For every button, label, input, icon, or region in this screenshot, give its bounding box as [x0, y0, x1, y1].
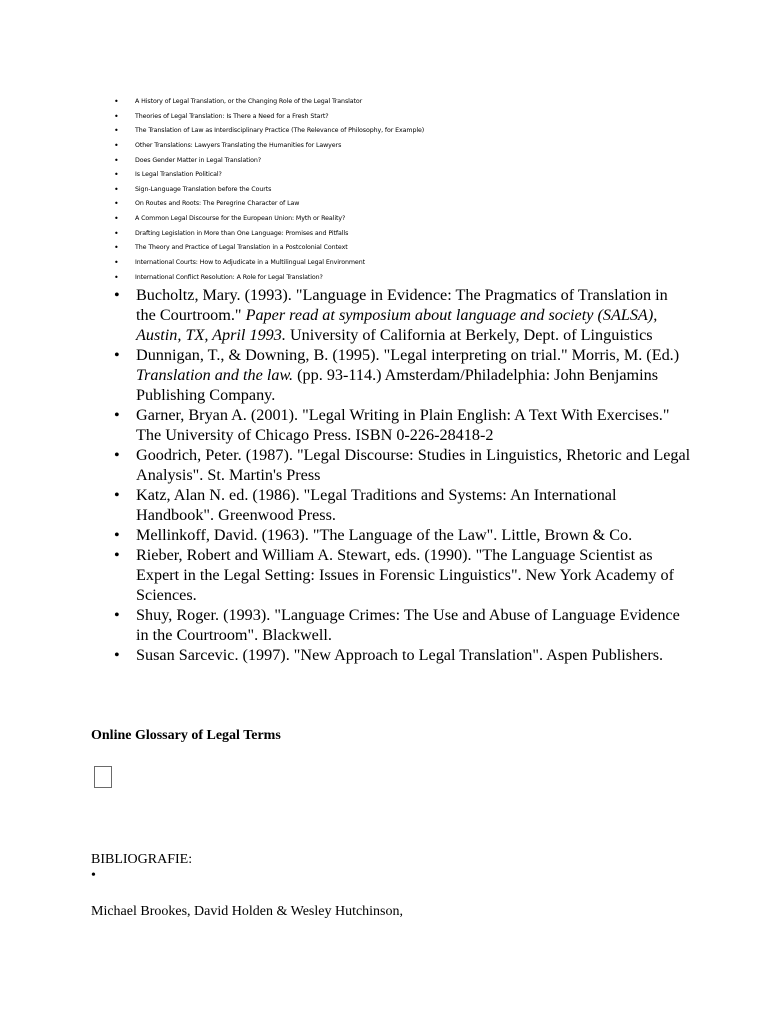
topic-item [111, 95, 424, 110]
bullet-marker: • [114, 170, 119, 180]
bullet-marker: • [114, 214, 119, 224]
bullet-marker: • [114, 228, 119, 238]
reference-item [111, 405, 691, 445]
topic-item [111, 271, 424, 286]
bullet-marker: • [114, 97, 119, 106]
topic-item [111, 139, 424, 154]
bullet-marker: • [114, 646, 120, 664]
bullet-marker: • [114, 546, 120, 564]
bullet-marker: • [114, 199, 119, 209]
topic-text: Drafting Legislation in More than One Language: Promises and Pitfalls [135, 229, 349, 237]
reference-before-text: Bucholtz, Mary. (1993). "Language in Evidence: The Pragmatics of Translation in the Courtroom." [136, 286, 668, 324]
topic-item [111, 154, 424, 169]
bullet-marker: • [114, 272, 119, 282]
reference-after-text: University of California at Berkely, Dept. of Linguistics [285, 326, 653, 344]
topic-text: Other Translations: Lawyers Translating the Humanities for Lawyers [135, 141, 342, 149]
topic-text: Sign-Language Translation before the Courts [135, 185, 272, 193]
reference-before-text: Shuy, Roger. (1993). "Language Crimes: The Use and Abuse of Language Evidence in the Courtroom". Blackwell. [136, 606, 680, 644]
topic-item [111, 241, 424, 256]
reference-item [111, 445, 691, 485]
reference-before-text: Goodrich, Peter. (1987). "Legal Discourse: Studies in Linguistics, Rhetoric and Legal Analysis". St. Martin's Press [136, 446, 691, 484]
bullet-marker: • [114, 606, 120, 624]
glossary-heading: Online Glossary of Legal Terms [91, 728, 281, 743]
topic-item [111, 256, 424, 271]
reference-before-text: Rieber, Robert and William A. Stewart, eds. (1990). "The Language Scientist as Expert in the Legal Setting: Issues in Forensic Linguistics". New York Academy of Sciences. [136, 546, 675, 604]
reference-italic-text: Translation and the law. [136, 366, 294, 384]
bibliografie-label: BIBLIOGRAFIE: [91, 852, 193, 867]
reference-before-text: Mellinkoff, David. (1963). "The Language of the Law". Little, Brown & Co. [136, 526, 633, 544]
bullet-marker: • [114, 243, 119, 253]
bullet-marker: • [114, 111, 119, 121]
bullet-marker: • [114, 446, 120, 464]
reference-before-text: Katz, Alan N. ed. (1986). "Legal Traditions and Systems: An International Handbook". Greenwood Press. [136, 486, 617, 524]
reference-item [111, 485, 691, 525]
reference-item [111, 645, 691, 665]
topic-item [111, 110, 424, 125]
reference-after-text: (pp. 93-114.) Amsterdam/Philadelphia: John Benjamins Publishing Company. [136, 366, 659, 404]
topic-text: Is Legal Translation Political? [135, 171, 222, 179]
reference-item [111, 605, 691, 645]
topic-text: On Routes and Roots: The Peregrine Character of Law [135, 200, 300, 208]
reference-before-text: Garner, Bryan A. (2001). "Legal Writing in Plain English: A Text With Exercises." The University of Chicago Press. ISBN 0-226-28418-2 [136, 406, 670, 444]
reference-before-text: Dunnigan, T., & Downing, B. (1995). "Legal interpreting on trial." Morris, M. (Ed.) [136, 346, 680, 364]
broken-image-placeholder [94, 766, 112, 788]
reference-italic-text: Paper read at symposium about language and society (SALSA), Austin, TX, April 1993. [136, 306, 658, 344]
reference-before-text: Susan Sarcevic. (1997). "New Approach to Legal Translation". Aspen Publishers. [136, 646, 664, 664]
topic-list [111, 95, 424, 285]
topic-text: The Translation of Law as Interdisciplinary Practice (The Relevance of Philosophy, for Example) [135, 127, 425, 135]
topic-text: The Theory and Practice of Legal Translation in a Postcolonial Context [135, 244, 348, 252]
bullet-marker: • [114, 406, 120, 424]
topic-item [111, 212, 424, 227]
topic-text: Does Gender Matter in Legal Translation? [135, 156, 262, 164]
bullet-marker: • [114, 486, 120, 504]
topic-item [111, 183, 424, 198]
bullet-marker: • [114, 184, 119, 194]
reference-item [111, 285, 691, 345]
topic-text: Theories of Legal Translation: Is There a Need for a Fresh Start? [135, 112, 329, 120]
topic-item [111, 197, 424, 212]
bullet-marker: • [91, 868, 96, 883]
topic-item [111, 168, 424, 183]
bibliography-list [111, 285, 691, 665]
reference-item [111, 345, 691, 405]
bullet-marker: • [114, 155, 119, 165]
bullet-marker: • [114, 526, 120, 544]
bullet-marker: • [114, 258, 119, 268]
bullet-marker: • [114, 126, 119, 136]
topic-text: A History of Legal Translation, or the Changing Role of the Legal Translator [135, 98, 363, 105]
topic-text: A Common Legal Discourse for the European Union: Myth or Reality? [135, 215, 346, 223]
topic-text: International Courts: How to Adjudicate in a Multilingual Legal Environment [135, 259, 365, 267]
authors-line: Michael Brookes, David Holden & Wesley Hutchinson, [91, 904, 404, 919]
bullet-marker: • [114, 286, 120, 304]
bullet-marker: • [114, 346, 120, 364]
reference-item [111, 545, 691, 605]
bullet-marker: • [114, 140, 119, 150]
topic-item [111, 227, 424, 242]
reference-item [111, 525, 691, 545]
topic-item [111, 124, 424, 139]
topic-text: International Conflict Resolution: A Role for Legal Translation? [135, 273, 323, 281]
